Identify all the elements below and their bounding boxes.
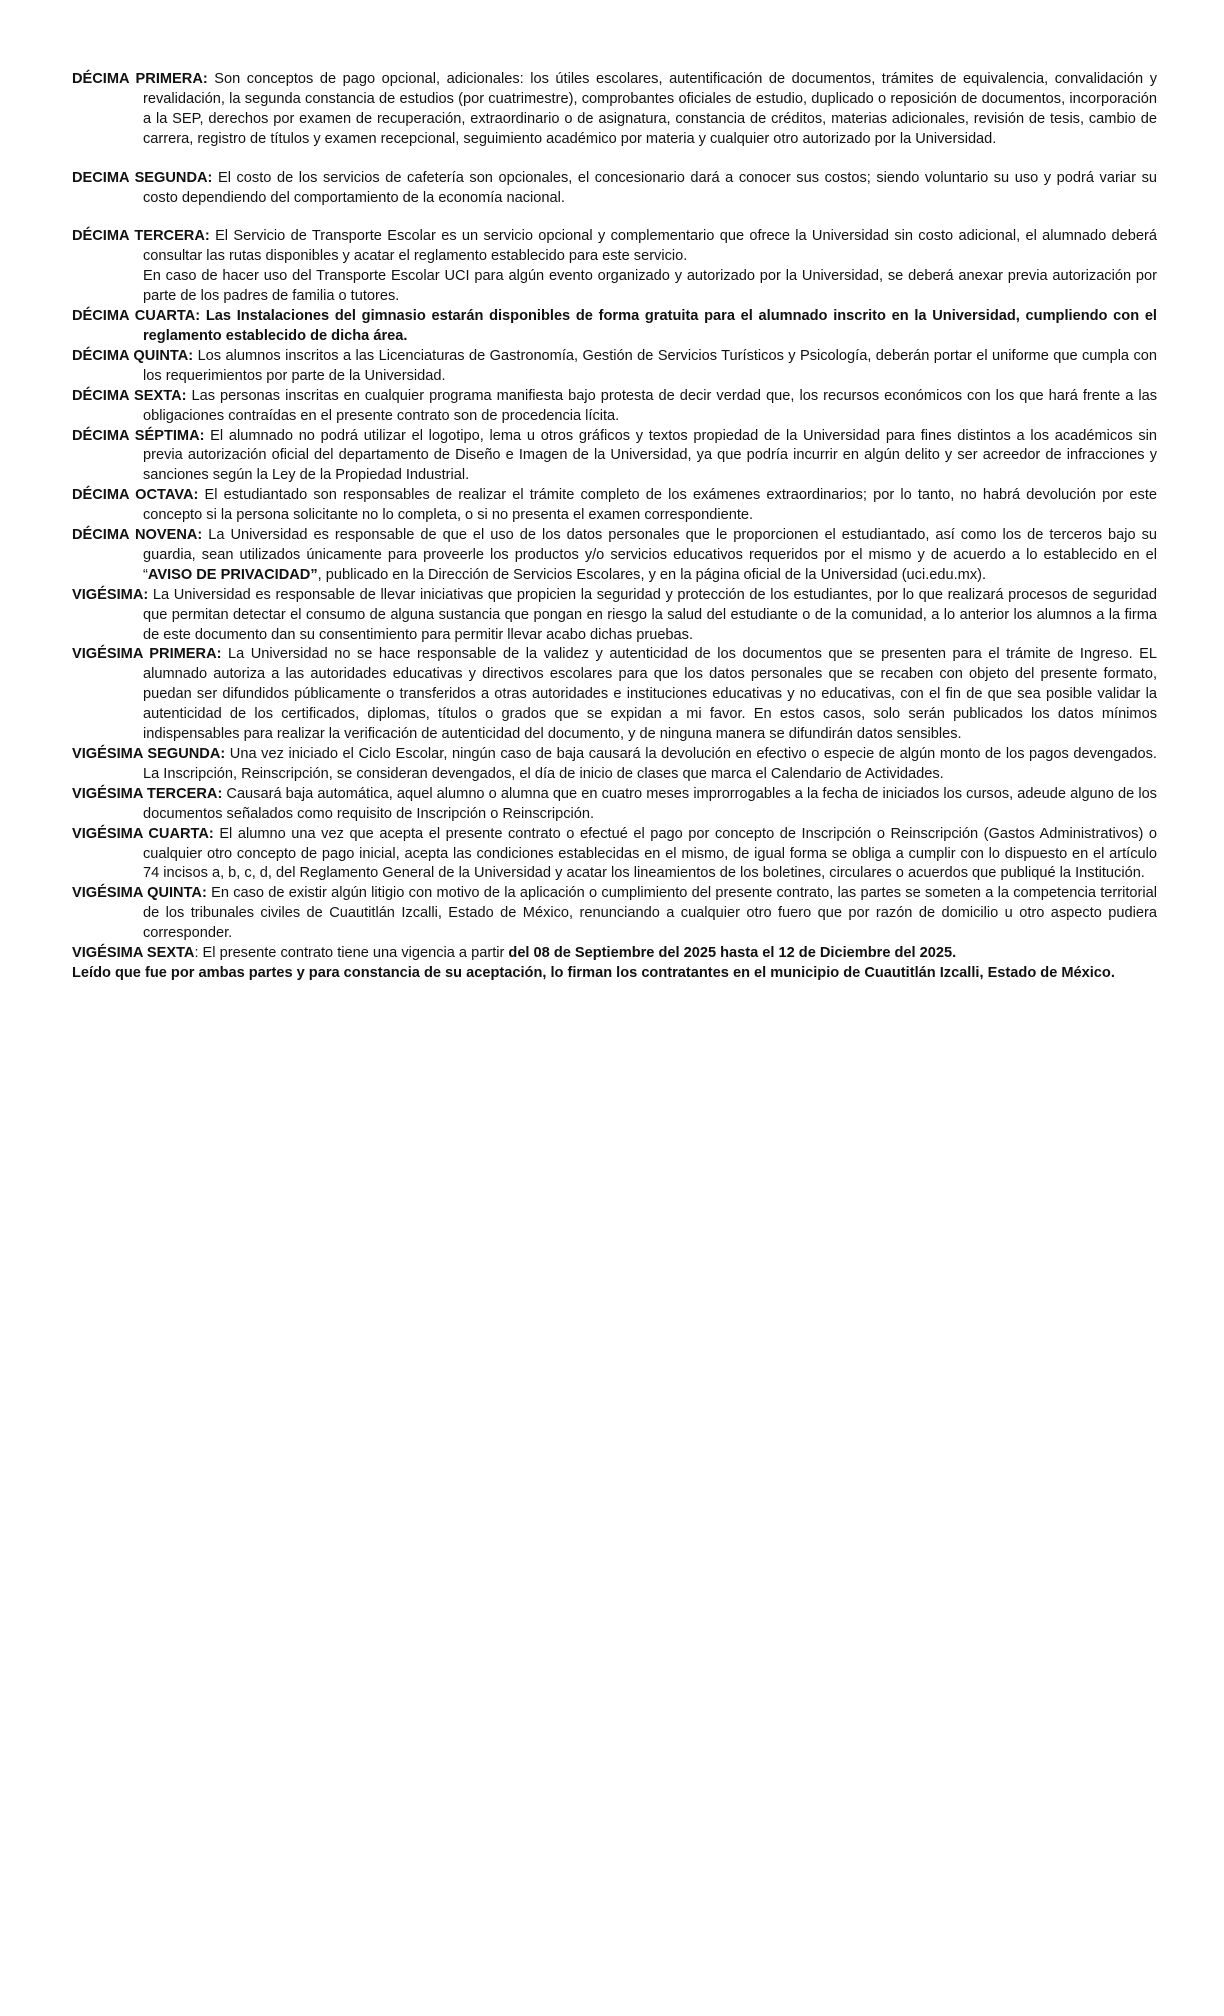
clause-decima-quinta [72,347,1157,387]
clause-decima-segunda [72,169,1157,209]
clause-decima-novena [72,526,1157,586]
clause-text: Una vez iniciado el Ciclo Escolar, ningún caso de baja causará la devolución en efectivo o especie de algún monto de los pagos devengados. La Inscripción, Reinscripción, se consideran devengados, el día de inicio de clases que marca el Calendario de Actividades. [143,746,1157,782]
clause-text: El alumno una vez que acepta el presente contrato o efectué el pago por concepto de Inscripción o Reinscripción (Gastos Administrativos) o cualquier otro concepto de pago inicial, acepta las condiciones establecidas en el mismo, de igual forma se obliga a cumplir con lo dispuesto en el artículo 74 incisos a, b, c, d, del Reglamento General de la Universidad y acatar los lineamientos de los boletines, circulares o acuerdos que publiqué la Institución. [143,825,1157,882]
clause-decima-septima [72,427,1157,487]
clause-text: : El presente contrato tiene una vigencia a partir [194,945,509,962]
closing-statement: Leído que fue por ambas partes y para constancia de su aceptación, lo firman los contratantes en el municipio de Cuautitlán Izcalli, Estado de México. [72,964,1115,981]
clause-vigesima-primera [72,645,1157,745]
clause-text: La Universidad es responsable de que el uso de los datos personales que le proporcionen el estudiantado, así como los de terceros bajo su guardia, sean utilizados únicamente para proveerle los productos y/o servicios educativos requeridos por el mismo y de acuerdo a lo establecido en el “ [143,527,1157,583]
clause-vigesima-segunda [72,745,1157,785]
clause-text: El estudiantado son responsables de realizar el trámite completo de los exámenes extraordinarios; por lo tanto, no habrá devolución por este concepto si la persona solicitante no lo completa, o si no presenta el examen correspondiente. [143,487,1157,524]
clause-heading: VIGÉSIMA: [72,586,149,603]
clause-heading: VIGÉSIMA SEGUNDA: [72,746,226,762]
privacy-notice-title: AVISO DE PRIVACIDAD” [147,566,318,583]
clause-decima-tercera [72,227,1157,307]
clause-decima-cuarta [72,307,1157,347]
clause-vigesima [72,586,1157,646]
clause-heading: VIGÉSIMA CUARTA: [72,825,214,842]
clause-heading: DÉCIMA CUARTA: [72,308,201,325]
clause-text-continued: , publicado en la Dirección de Servicios Escolares, y en la página oficial de la Universidad (uci.edu.mx). [317,566,987,583]
clause-paragraph: En caso de hacer uso del Transporte Escolar UCI para algún evento organizado y autorizado por la Universidad, se deberá anexar previa autorización por parte de los padres de familia o tutores. [143,268,1157,305]
contract-page [72,70,1157,984]
clause-text: Son conceptos de pago opcional, adicionales: los útiles escolares, autentificación de documentos, trámites de equivalencia, convalidación y revalidación, la segunda constancia de estudios (por cuatrimestre), comprobantes oficiales de estudio, duplicado o reposición de documentos, incorporación a la SEP, derechos por examen de recuperación, extraordinario o de asignatura, constancia de créditos, materias adicionales, revisión de tesis, cambio de carrera, registro de títulos y examen recepcional, seguimiento académico por materia y cualquier otro autorizado por la Universidad. [143,71,1157,147]
clause-heading: DÉCIMA QUINTA: [72,347,194,364]
clause-vigesima-cuarta [72,825,1157,885]
clause-text: El costo de los servicios de cafetería son opcionales, el concesionario dará a conocer sus costos; siendo voluntario su uso y podrá variar su costo dependiendo del comportamiento de la economía nacional. [143,169,1157,206]
clause-text: Las personas inscritas en cualquier programa manifiesta bajo protesta de decir verdad que, los recursos económicos con los que hará frente a las obligaciones contraídas en el presente contrato son de procedencia lícita. [143,387,1157,424]
clause-text: La Universidad no se hace responsable de la validez y autenticidad de los documentos que se presenten para el trámite de Ingreso. EL alumnado autoriza a las autoridades educativas y directivos escolares para que los datos personales que se recaben con objeto del presente formato, puedan ser difundidos públicamente o transferidos a otras autoridades e instituciones educativas y no educativas, con el fin de que sea posible validar la autenticidad de los certificados, diplomas, títulos o grados que se expidan a mi favor. En estos casos, solo serán publicados los datos mínimos indispensables para realizar la verificación de autenticidad del documento, y de ninguna manera se difundirán datos sensibles. [143,646,1157,743]
clause-heading: DÉCIMA NOVENA: [72,527,203,544]
clause-decima-octava [72,486,1157,526]
clause-text: En caso de existir algún litigio con motivo de la aplicación o cumplimiento del presente contrato, las partes se someten a la competencia territorial de los tribunales civiles de Cuautitlán Izcalli, Estado de México, renunciando a cualquier otro fuero que por razón de domicilio u otro aspecto pudiera corresponder. [143,885,1158,942]
clause-text: Las Instalaciones del gimnasio estarán disponibles de forma gratuita para el alumnado inscrito en la Universidad, cumpliendo con el reglamento establecido de dicha área. [143,308,1157,344]
clause-text: El alumnado no podrá utilizar el logotipo, lema u otros gráficos y textos propiedad de la Universidad para fines distintos a los académicos sin previa autorización oficial del departamento de Diseño e Imagen de la Universidad, ya que podría incurrir en algún delito y ser acreedor de infracciones y sanciones según la Ley de la Propiedad Industrial. [143,427,1157,484]
clause-text: Causará baja automática, aquel alumno o alumna que en cuatro meses improrrogables a la fecha de iniciados los cursos, adeude alguno de los documentos señalados como requisito de Inscripción o Reinscripción. [143,785,1157,822]
clause-heading: VIGÉSIMA TERCERA: [72,785,223,802]
clause-decima-primera [72,70,1157,150]
clause-text: Los alumnos inscritos a las Licenciaturas de Gastronomía, Gestión de Servicios Turísticos y Psicología, deberán portar el uniforme que cumpla con los requerimientos por parte de la Universidad. [143,347,1157,384]
clause-heading: DÉCIMA TERCERA: [72,228,210,245]
clause-vigesima-tercera [72,785,1157,825]
clause-heading: DÉCIMA SEXTA: [72,387,187,404]
clause-decima-sexta [72,387,1157,427]
clause-heading: DÉCIMA PRIMERA: [72,71,208,87]
clause-heading: VIGÉSIMA SEXTA [72,945,195,962]
contract-validity-dates: del 08 de Septiembre del 2025 hasta el 12 de Diciembre del 2025. [508,945,957,962]
clause-heading: VIGÉSIMA QUINTA: [72,885,207,902]
clause-text: La Universidad es responsable de llevar iniciativas que propicien la seguridad y protección de los estudiantes, por lo que realizará procesos de seguridad que permitan detectar el consumo de alguna sustancia que pongan en riesgo la salud del estudiante o de la comunidad, a lo anterior los alumnos a la firma de este documento dan su consentimiento para permitir llevar acabo dichas pruebas. [143,586,1157,643]
clause-vigesima-sexta [72,944,1157,964]
clause-vigesima-quinta [72,884,1157,944]
clause-text: El Servicio de Transporte Escolar es un servicio opcional y complementario que ofrece la Universidad sin costo adicional, el alumnado deberá consultar las rutas disponibles y acatar el reglamento establecido para este servicio. [143,228,1158,265]
clause-heading: DECIMA SEGUNDA: [72,169,213,186]
clause-heading: VIGÉSIMA PRIMERA: [72,646,222,663]
clause-heading: DÉCIMA OCTAVA: [72,487,199,504]
clause-heading: DÉCIMA SÉPTIMA: [72,427,205,444]
